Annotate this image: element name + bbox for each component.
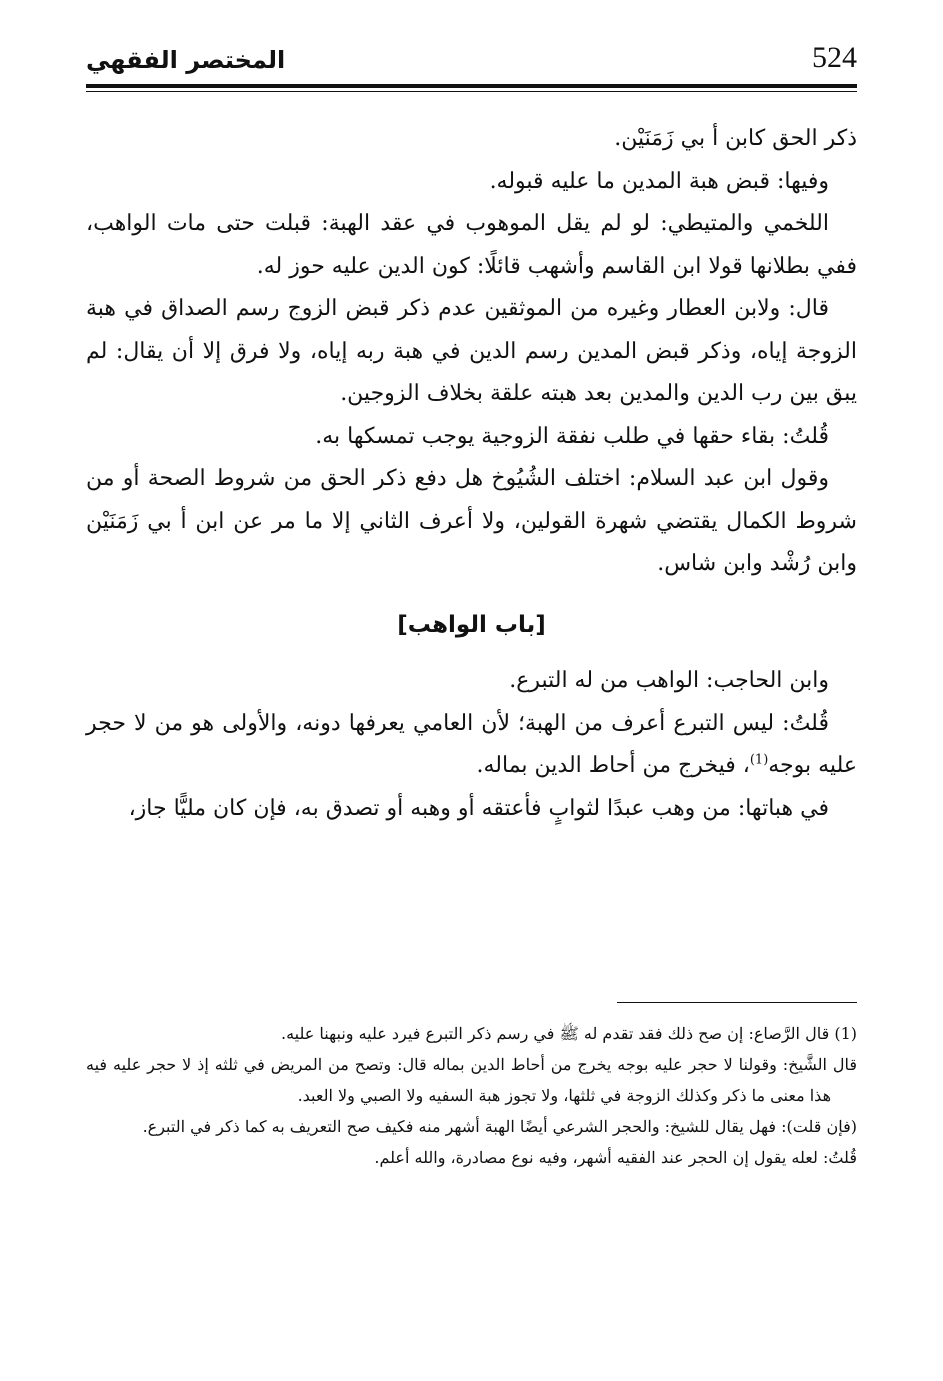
footnote-2: قال الشَّيخ: وقولنا لا حجر عليه بوجه يخرج من أحاط الدين بماله قال: وتصح من المريض في ثلثه إذ لا حجر عليه فيه هذا معنى ما ذكر وكذلك الزوجة في ثلثها، ولا تجوز هبة السفيه ولا الصبي ولا العبد.: [86, 1055, 857, 1105]
paragraph-1: ذكر الحق كابن أ بي زَمَنَيْن.: [614, 126, 857, 151]
paragraph-8-tail: ، فيخرج من أحاط الدين بماله.: [476, 753, 750, 778]
paragraph-2: وفيها: قبض هبة المدين ما عليه قبوله.: [489, 168, 829, 194]
footnote-4: قُلتُ: لعله يقول إن الحجر عند الفقيه أشهر، وفيه نوع مصادرة، والله أعلم.: [374, 1148, 857, 1167]
paragraph-4: قال: ولابن العطار وغيره من الموثقين عدم ذكر قبض الزوج رسم الصداق في هبة الزوجة إياه، وذكر قبض المدين رسم الدين في هبة ربه إياه، ولا فرق إلا أن يقال: لم يبق بين رب الدين والمدين بعد هبته علقة بخلاف الزوجين.: [86, 296, 857, 406]
paragraph-6: وقول ابن عبد السلام: اختلف الشُيُوخ هل دفع ذكر الحق من شروط الصحة أو من شروط الكمال يقتضي شهرة القولين، ولا أعرف الثاني إلا ما مر عن ابن أ بي زَمَنَيْن وابن رُشْد وابن شاس.: [86, 466, 857, 576]
main-text: [86, 118, 857, 830]
footnote-3: (فإن قلت): فهل يقال للشيخ: والحجر الشرعي أيضًا الهبة أشهر منه فكيف صح التعريف به كما ذكر في التبرع.: [142, 1117, 857, 1136]
header-rule-thick: [86, 84, 857, 88]
footnotes: [86, 1018, 857, 1173]
page-number: 524: [812, 41, 857, 74]
page-header: [86, 30, 857, 90]
paragraph-9: في هباتها: من وهب عبدًا لثوابٍ فأعتقه أو وهبه أو تصدق به، فإن كان مليًّا جاز،: [128, 795, 829, 821]
paragraph-7: وابن الحاجب: الواهب من له التبرع.: [509, 668, 829, 693]
paragraph-8: [86, 703, 857, 788]
running-title: المختصر الفقهي: [86, 46, 286, 74]
paragraph-8-text: قُلتُ: ليس التبرع أعرف من الهبة؛ لأن العامي يعرفها دونه، والأولى هو من لا حجر عليه بوجه: [86, 710, 857, 778]
paragraph-3: اللخمي والمتيطي: لو لم يقل الموهوب في عقد الهبة: قبلت حتى مات الواهب، ففي بطلانها قولا ابن القاسم وأشهب قائلًا: كون الدين عليه حوز له.: [86, 211, 857, 279]
footnote-separator: [617, 1002, 857, 1003]
footnote-reference[interactable]: (1): [749, 752, 769, 768]
header-rule-thin: [86, 91, 857, 92]
paragraph-5: قُلتُ: بقاء حقها في طلب نفقة الزوجية يوجب تمسكها به.: [315, 423, 829, 449]
footnote-1: (1) قال الرَّصاع: إن صح ذلك فقد تقدم له ﷺ في رسم ذكر التبرع فيرد عليه ونبهنا عليه.: [281, 1024, 857, 1043]
chapter-heading: [باب الواهب]: [397, 611, 546, 638]
